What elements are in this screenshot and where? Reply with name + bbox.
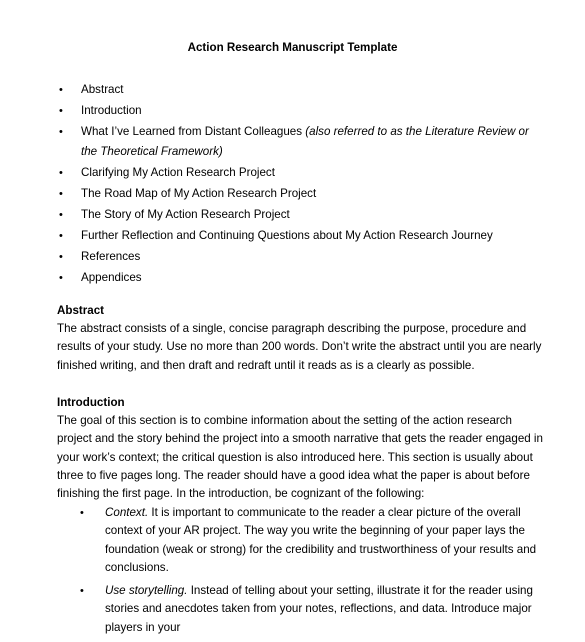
bullet-icon: • (59, 230, 63, 242)
toc-item-appendices (0, 268, 585, 288)
introduction-points (0, 504, 585, 642)
toc-item-abstract (0, 80, 585, 100)
introduction-heading: Introduction (57, 396, 125, 409)
toc-item-label: Further Reflection and Continuing Questions about My Action Research Journey (81, 229, 493, 242)
toc-item-introduction (0, 101, 585, 121)
bullet-icon: • (80, 507, 84, 519)
abstract-body: The abstract consists of a single, concise paragraph describing the purpose, procedure and results of your study. Use no more than 200 words. Don’t write the abstract until you are nearly finished writing, and then draft and redraft until it reads as is a clearly as possible. (57, 322, 542, 372)
bullet-icon: • (59, 105, 63, 117)
toc-item-label: Introduction (81, 104, 142, 117)
toc-item-label: Abstract (81, 83, 124, 96)
toc-item-references (0, 247, 585, 267)
toc-item-label: Clarifying My Action Research Project (81, 166, 275, 179)
bullet-icon: • (59, 272, 63, 284)
toc-item-story (0, 205, 585, 225)
document-title: Action Research Manuscript Template (187, 41, 398, 54)
toc-item-further-reflection (0, 226, 585, 246)
point-text: Instead of telling about your setting, illustrate it for the reader using stories and anecdotes taken from your notes, reflections, and data. Introduce major players in your (105, 584, 533, 634)
toc-item-road-map (0, 184, 585, 204)
bullet-icon: • (59, 84, 63, 96)
list-item (0, 582, 585, 637)
bullet-icon: • (59, 251, 63, 263)
toc-item-label: What I’ve Learned from Distant Colleagues (81, 125, 306, 138)
toc-item-clarifying (0, 163, 585, 183)
abstract-heading: Abstract (57, 304, 105, 317)
table-of-contents (0, 80, 585, 289)
toc-item-label: The Story of My Action Research Project (81, 208, 290, 221)
bullet-icon: • (80, 585, 84, 598)
bullet-icon: • (59, 167, 63, 179)
point-text: It is important to communicate to the reader a clear picture of the overall context of your AR project. The way you write the beginning of your paper lays the foundation (weak or strong) for the credibility and trustworthiness of your results and conclusions. (105, 506, 537, 574)
toc-item-label: The Road Map of My Action Research Project (81, 187, 317, 200)
toc-item-note: (also referred to as the Literature Review or the Theoretical Framework) (81, 125, 529, 158)
bullet-icon: • (59, 209, 63, 221)
toc-item-literature-review (0, 122, 585, 162)
list-item (0, 504, 585, 577)
point-lead: Context. (105, 506, 149, 519)
bullet-icon: • (59, 126, 63, 138)
introduction-body: The goal of this section is to combine information about the setting of the action research project and the story behind the project into a smooth narrative that gets the reader engaged in your work’s context; the critical question is also introduced here. This section is usually about three to five pages long. The reader should have a good idea what the paper is about before finishing the first page. In the introduction, be cognizant of the following: (57, 414, 543, 501)
toc-item-label: Appendices (81, 271, 142, 284)
point-lead: Use storytelling. (105, 584, 188, 598)
bullet-icon: • (59, 188, 63, 200)
toc-item-label: References (81, 250, 141, 263)
